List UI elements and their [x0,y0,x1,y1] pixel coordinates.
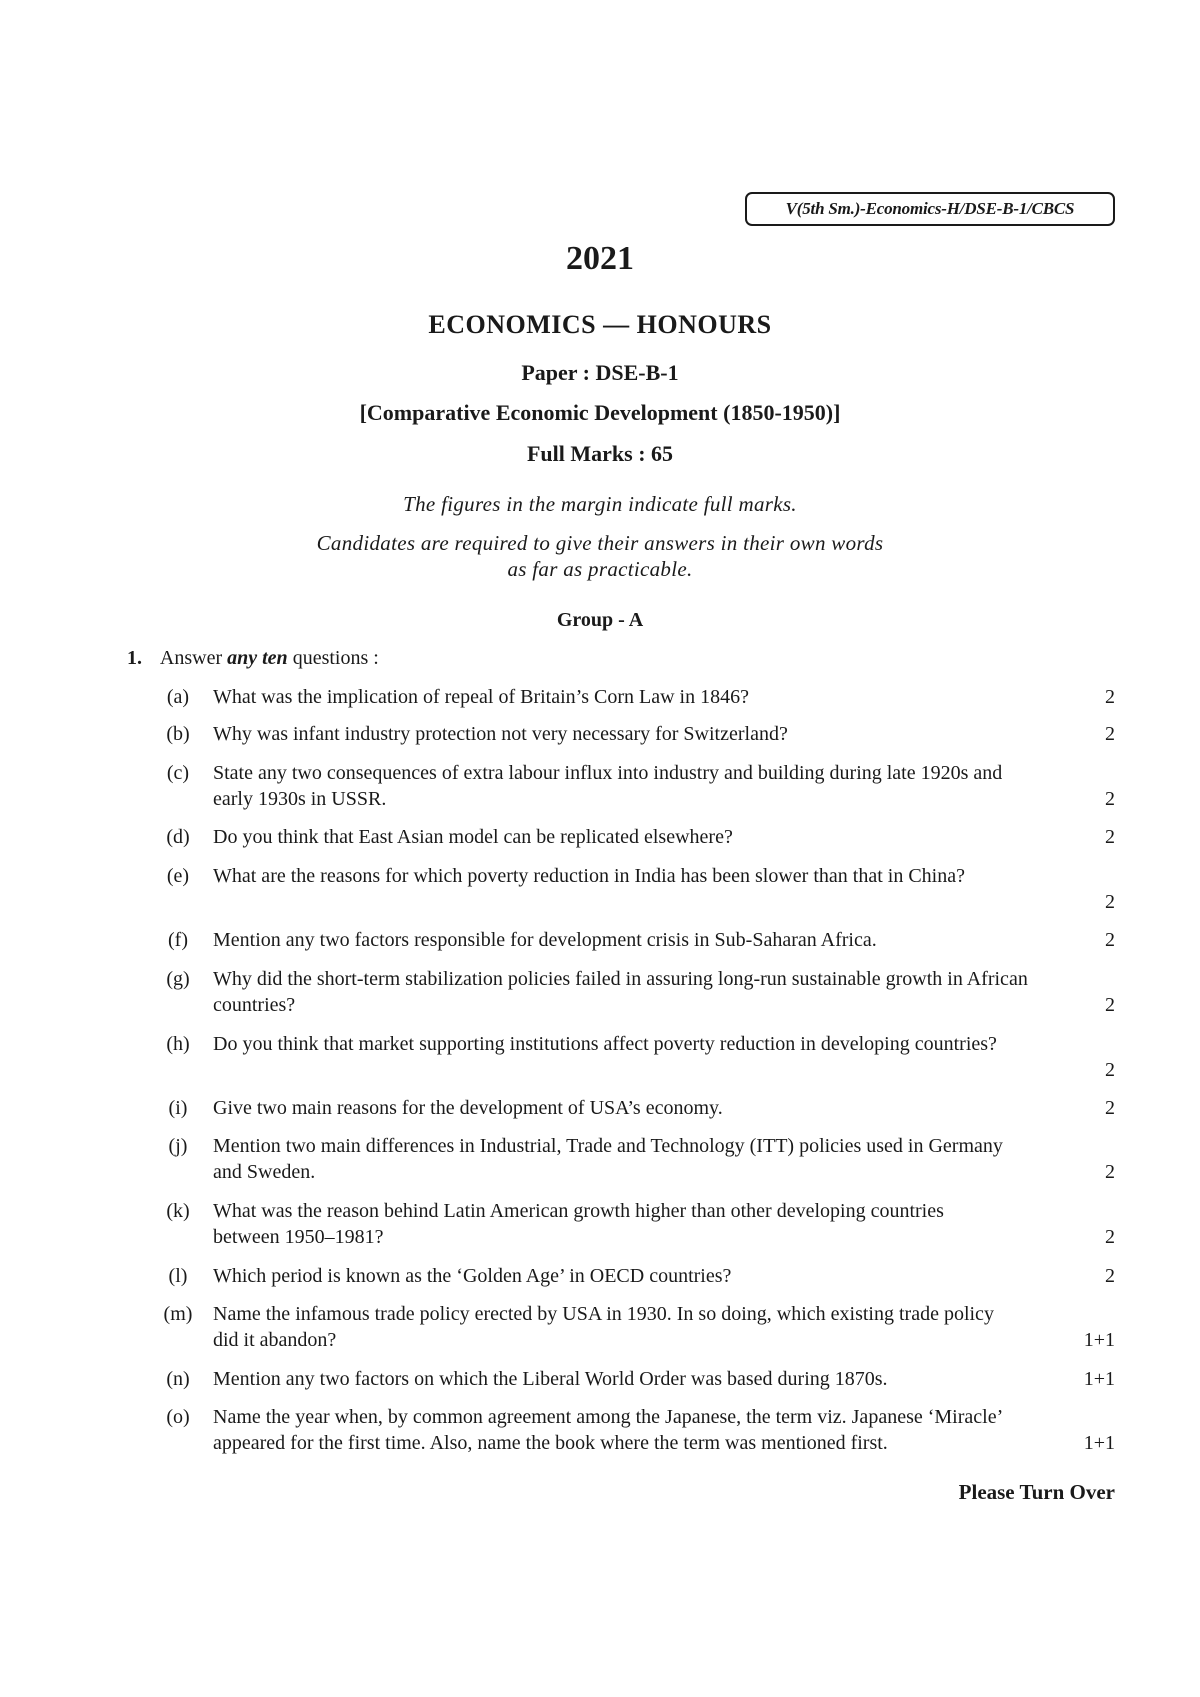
question-text-line2: and Sweden. [213,1161,316,1183]
question-marks: 2 [1105,1097,1115,1119]
paper-name: Paper : DSE-B-1 [521,360,679,385]
paper-code-box [745,192,1115,226]
question-number: 1. [127,647,142,669]
question-label: (i) [168,1097,188,1119]
question-label: (n) [166,1368,190,1390]
question-text: Do you think that market supporting institutions affect poverty reduction in developing countries? [213,1033,997,1055]
question-label: (a) [166,686,190,708]
question-marks: 2 [1105,1226,1115,1248]
question-label: (b) [166,723,190,745]
question-marks: 2 [1105,891,1115,913]
question-label: (m) [163,1303,193,1325]
question-label: (l) [168,1265,188,1287]
question-suffix: questions : [292,647,379,669]
question-text-line1: Mention two main differences in Industrial, Trade and Technology (ITT) policies used in Germany [213,1135,1003,1157]
question-marks: 1+1 [1083,1368,1115,1390]
question-text-line2: did it abandon? [213,1329,337,1351]
question-emphasis: any ten [227,647,288,669]
question-marks: 2 [1105,686,1115,708]
question-text: Mention any two factors responsible for development crisis in Sub-Saharan Africa. [213,929,877,951]
question-label: (k) [166,1200,190,1222]
question-label: (g) [166,968,190,990]
question-marks: 2 [1105,788,1115,810]
question-text-line1: Name the infamous trade policy erected by USA in 1930. In so doing, which existing trade policy [213,1303,994,1325]
exam-year: 2021 [566,240,634,277]
instruction-words-line2: as far as practicable. [507,557,693,581]
group-heading: Group - A [556,609,644,631]
question-text: Do you think that East Asian model can be replicated elsewhere? [213,826,733,848]
paper-code: V(5th Sm.)-Economics-H/DSE-B-1/CBCS [785,199,1075,218]
question-text: Mention any two factors on which the Liberal World Order was based during 1870s. [213,1368,888,1390]
question-marks: 2 [1105,1265,1115,1287]
question-marks: 1+1 [1083,1329,1115,1351]
instruction-words-line1: Candidates are required to give their answers in their own words [316,531,884,555]
question-marks: 2 [1105,929,1115,951]
question-text-line1: Name the year when, by common agreement among the Japanese, the term viz. Japanese ‘Miracle’ [213,1406,1004,1428]
please-turn-over: Please Turn Over [958,1480,1115,1504]
question-text-line1: Why did the short-term stabilization policies failed in assuring long-run sustainable growth in African [213,968,1028,990]
question-text: Which period is known as the ‘Golden Age’ in OECD countries? [213,1265,732,1287]
question-marks: 2 [1105,723,1115,745]
question-marks: 2 [1105,1161,1115,1183]
question-1-heading [127,647,379,670]
question-marks: 2 [1105,994,1115,1016]
question-marks: 2 [1105,826,1115,848]
question-text: Why was infant industry protection not very necessary for Switzerland? [213,723,788,745]
question-label: (o) [166,1406,190,1428]
question-label: (f) [168,929,188,951]
question-text-line1: State any two consequences of extra labour influx into industry and building during late 1920s and [213,762,1003,784]
question-label: (d) [166,826,190,848]
full-marks: Full Marks : 65 [526,441,674,466]
question-prefix: Answer [159,647,223,669]
question-marks: 1+1 [1083,1432,1115,1454]
question-text-line2: appeared for the first time. Also, name the book where the term was mentioned first. [213,1432,888,1454]
instruction-marks: The figures in the margin indicate full marks. [403,492,797,516]
question-text-line1: What was the reason behind Latin American growth higher than other developing countries [213,1200,944,1222]
question-text-line2: early 1930s in USSR. [213,788,387,810]
question-text: What are the reasons for which poverty reduction in India has been slower than that in China? [213,865,965,887]
question-text-line2: countries? [213,994,296,1016]
question-label: (c) [166,762,190,784]
question-text-line2: between 1950–1981? [213,1226,384,1248]
question-marks: 2 [1105,1059,1115,1081]
question-label: (h) [166,1033,190,1055]
question-label: (j) [168,1135,188,1157]
question-text: What was the implication of repeal of Britain’s Corn Law in 1846? [213,686,749,708]
subject-title: ECONOMICS — HONOURS [428,310,772,339]
question-text: Give two main reasons for the development of USA’s economy. [213,1097,723,1119]
question-label: (e) [166,865,190,887]
course-title: [Comparative Economic Development (1850-1950)] [359,400,841,425]
